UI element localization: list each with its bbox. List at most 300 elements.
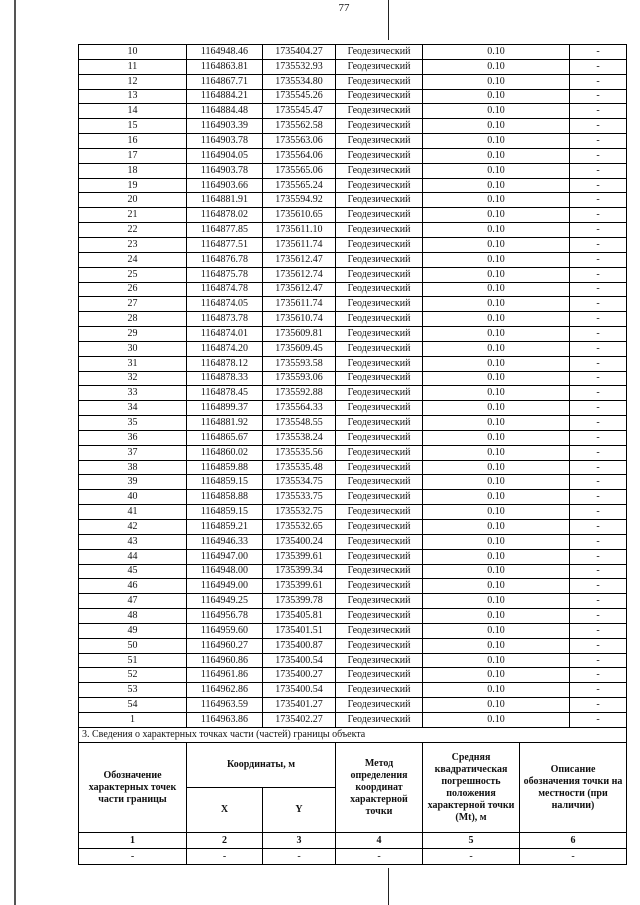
accuracy-cell: 0.10 bbox=[423, 178, 570, 193]
point-number-cell: 31 bbox=[79, 356, 187, 371]
description-cell: - bbox=[570, 356, 627, 371]
accuracy-cell: 0.10 bbox=[423, 45, 570, 60]
accuracy-cell: 0.10 bbox=[423, 416, 570, 431]
accuracy-cell: 0.10 bbox=[423, 371, 570, 386]
table-row bbox=[79, 45, 627, 60]
accuracy-cell: 0.10 bbox=[423, 430, 570, 445]
y-coordinate-cell: 1735563.06 bbox=[263, 134, 336, 149]
x-coordinate-cell: 1164960.86 bbox=[187, 653, 263, 668]
accuracy-cell: 0.10 bbox=[423, 505, 570, 520]
x-coordinate-cell: 1164865.67 bbox=[187, 430, 263, 445]
point-number-cell: 12 bbox=[79, 74, 187, 89]
point-number-cell: 42 bbox=[79, 520, 187, 535]
accuracy-cell: 0.10 bbox=[423, 609, 570, 624]
accuracy-cell: 0.10 bbox=[423, 252, 570, 267]
table-row bbox=[79, 416, 627, 431]
table-row bbox=[79, 401, 627, 416]
method-cell: Геодезический bbox=[336, 416, 423, 431]
x-coordinate-cell: 1164875.78 bbox=[187, 267, 263, 282]
y-coordinate-cell: 1735594.92 bbox=[263, 193, 336, 208]
y-coordinate-cell: 1735399.78 bbox=[263, 594, 336, 609]
y-coordinate-cell: 1735612.47 bbox=[263, 252, 336, 267]
table-row bbox=[79, 312, 627, 327]
description-cell: - bbox=[570, 609, 627, 624]
point-number-cell: 1 bbox=[79, 712, 187, 727]
description-cell: - bbox=[570, 386, 627, 401]
x-coordinate-cell: 1164946.33 bbox=[187, 534, 263, 549]
method-cell: Геодезический bbox=[336, 104, 423, 119]
x-coordinate-cell: 1164859.15 bbox=[187, 475, 263, 490]
method-cell: Геодезический bbox=[336, 371, 423, 386]
description-cell: - bbox=[570, 45, 627, 60]
point-number-cell: 49 bbox=[79, 623, 187, 638]
method-cell: Геодезический bbox=[336, 282, 423, 297]
point-number-cell: 19 bbox=[79, 178, 187, 193]
coordinates-table bbox=[78, 44, 627, 728]
method-cell: Геодезический bbox=[336, 148, 423, 163]
x-coordinate-cell: 1164878.02 bbox=[187, 208, 263, 223]
y-coordinate-cell: 1735535.56 bbox=[263, 445, 336, 460]
point-number-cell: 47 bbox=[79, 594, 187, 609]
y-coordinate-cell: 1735612.74 bbox=[263, 267, 336, 282]
description-cell: - bbox=[570, 534, 627, 549]
description-cell: - bbox=[570, 252, 627, 267]
table-row bbox=[79, 445, 627, 460]
accuracy-cell: 0.10 bbox=[423, 445, 570, 460]
x-coordinate-cell: 1164960.27 bbox=[187, 638, 263, 653]
x-coordinate-cell: 1164878.12 bbox=[187, 356, 263, 371]
method-cell: Геодезический bbox=[336, 594, 423, 609]
table-row bbox=[79, 341, 627, 356]
point-number-cell: 13 bbox=[79, 89, 187, 104]
point-number-cell: 37 bbox=[79, 445, 187, 460]
description-cell: - bbox=[570, 74, 627, 89]
x-coordinate-cell: 1164863.81 bbox=[187, 59, 263, 74]
point-number-cell: 34 bbox=[79, 401, 187, 416]
y-coordinate-cell: 1735400.24 bbox=[263, 534, 336, 549]
table-row bbox=[79, 252, 627, 267]
accuracy-cell: 0.10 bbox=[423, 579, 570, 594]
header-accuracy: Средняя квадратическая погрешность положения характерной точки (Mt), м bbox=[423, 743, 520, 833]
point-number-cell: 16 bbox=[79, 134, 187, 149]
accuracy-cell: 0.10 bbox=[423, 386, 570, 401]
method-cell: Геодезический bbox=[336, 208, 423, 223]
x-coordinate-cell: 1164961.86 bbox=[187, 668, 263, 683]
x-coordinate-cell: 1164878.45 bbox=[187, 386, 263, 401]
accuracy-cell: 0.10 bbox=[423, 193, 570, 208]
y-coordinate-cell: 1735404.27 bbox=[263, 45, 336, 60]
method-cell: Геодезический bbox=[336, 386, 423, 401]
description-cell: - bbox=[570, 579, 627, 594]
method-cell: Геодезический bbox=[336, 89, 423, 104]
point-number-cell: 33 bbox=[79, 386, 187, 401]
point-number-cell: 39 bbox=[79, 475, 187, 490]
x-coordinate-cell: 1164903.78 bbox=[187, 134, 263, 149]
accuracy-cell: 0.10 bbox=[423, 698, 570, 713]
point-number-cell: 45 bbox=[79, 564, 187, 579]
accuracy-cell: 0.10 bbox=[423, 341, 570, 356]
point-number-cell: 35 bbox=[79, 416, 187, 431]
y-coordinate-cell: 1735612.47 bbox=[263, 282, 336, 297]
table-row bbox=[79, 683, 627, 698]
point-number-cell: 43 bbox=[79, 534, 187, 549]
point-number-cell: 26 bbox=[79, 282, 187, 297]
accuracy-cell: 0.10 bbox=[423, 327, 570, 342]
point-number-cell: 51 bbox=[79, 653, 187, 668]
description-cell: - bbox=[570, 267, 627, 282]
description-cell: - bbox=[570, 594, 627, 609]
column-number: 6 bbox=[520, 833, 627, 849]
description-cell: - bbox=[570, 237, 627, 252]
y-coordinate-cell: 1735532.65 bbox=[263, 520, 336, 535]
description-cell: - bbox=[570, 698, 627, 713]
description-cell: - bbox=[570, 623, 627, 638]
method-cell: Геодезический bbox=[336, 252, 423, 267]
accuracy-cell: 0.10 bbox=[423, 223, 570, 238]
x-coordinate-cell: 1164867.71 bbox=[187, 74, 263, 89]
x-coordinate-cell: 1164903.66 bbox=[187, 178, 263, 193]
method-cell: Геодезический bbox=[336, 653, 423, 668]
table-row bbox=[79, 460, 627, 475]
point-number-cell: 52 bbox=[79, 668, 187, 683]
y-coordinate-cell: 1735532.75 bbox=[263, 505, 336, 520]
x-coordinate-cell: 1164963.59 bbox=[187, 698, 263, 713]
y-coordinate-cell: 1735610.65 bbox=[263, 208, 336, 223]
point-number-cell: 25 bbox=[79, 267, 187, 282]
point-number-cell: 32 bbox=[79, 371, 187, 386]
accuracy-cell: 0.10 bbox=[423, 564, 570, 579]
header-coordinates: Координаты, м bbox=[187, 743, 336, 788]
accuracy-cell: 0.10 bbox=[423, 356, 570, 371]
y-coordinate-cell: 1735545.47 bbox=[263, 104, 336, 119]
y-coordinate-cell: 1735611.74 bbox=[263, 297, 336, 312]
table-row bbox=[79, 74, 627, 89]
table-row bbox=[79, 163, 627, 178]
point-number-cell: 11 bbox=[79, 59, 187, 74]
x-coordinate-cell: 1164874.20 bbox=[187, 341, 263, 356]
description-cell: - bbox=[570, 134, 627, 149]
accuracy-cell: 0.10 bbox=[423, 163, 570, 178]
description-cell: - bbox=[570, 148, 627, 163]
point-number-cell: 48 bbox=[79, 609, 187, 624]
description-cell: - bbox=[570, 59, 627, 74]
header-x: X bbox=[187, 788, 263, 833]
column-number: 4 bbox=[336, 833, 423, 849]
header-y: Y bbox=[263, 788, 336, 833]
x-coordinate-cell: 1164947.00 bbox=[187, 549, 263, 564]
section3-value-row bbox=[79, 849, 627, 865]
accuracy-cell: 0.10 bbox=[423, 594, 570, 609]
coordinates-table-body bbox=[79, 45, 627, 728]
table-row bbox=[79, 356, 627, 371]
method-cell: Геодезический bbox=[336, 549, 423, 564]
description-cell: - bbox=[570, 371, 627, 386]
scan-artifact-line bbox=[388, 0, 389, 40]
description-cell: - bbox=[570, 178, 627, 193]
point-number-cell: 17 bbox=[79, 148, 187, 163]
accuracy-cell: 0.10 bbox=[423, 638, 570, 653]
header-point-designation: Обозначение характерных точек части границы bbox=[79, 743, 187, 833]
table-row bbox=[79, 223, 627, 238]
table-row bbox=[79, 89, 627, 104]
point-number-cell: 22 bbox=[79, 223, 187, 238]
column-number: 1 bbox=[79, 833, 187, 849]
method-cell: Геодезический bbox=[336, 638, 423, 653]
table-row bbox=[79, 134, 627, 149]
x-coordinate-cell: 1164884.48 bbox=[187, 104, 263, 119]
method-cell: Геодезический bbox=[336, 445, 423, 460]
column-number: 3 bbox=[263, 833, 336, 849]
point-number-cell: 44 bbox=[79, 549, 187, 564]
column-number-row bbox=[79, 833, 627, 849]
point-number-cell: 24 bbox=[79, 252, 187, 267]
header-description: Описание обозначения точки на местности (при наличии) bbox=[520, 743, 627, 833]
x-coordinate-cell: 1164876.78 bbox=[187, 252, 263, 267]
description-cell: - bbox=[570, 712, 627, 727]
y-coordinate-cell: 1735611.10 bbox=[263, 223, 336, 238]
column-number: 5 bbox=[423, 833, 520, 849]
point-number-cell: 23 bbox=[79, 237, 187, 252]
y-coordinate-cell: 1735400.87 bbox=[263, 638, 336, 653]
y-coordinate-cell: 1735593.06 bbox=[263, 371, 336, 386]
x-coordinate-cell: 1164874.05 bbox=[187, 297, 263, 312]
point-number-cell: 20 bbox=[79, 193, 187, 208]
value-cell: - bbox=[187, 849, 263, 865]
value-cell: - bbox=[263, 849, 336, 865]
y-coordinate-cell: 1735545.26 bbox=[263, 89, 336, 104]
x-coordinate-cell: 1164878.33 bbox=[187, 371, 263, 386]
accuracy-cell: 0.10 bbox=[423, 119, 570, 134]
accuracy-cell: 0.10 bbox=[423, 712, 570, 727]
y-coordinate-cell: 1735400.54 bbox=[263, 683, 336, 698]
method-cell: Геодезический bbox=[336, 505, 423, 520]
table-row bbox=[79, 579, 627, 594]
table-row bbox=[79, 267, 627, 282]
x-coordinate-cell: 1164956.78 bbox=[187, 609, 263, 624]
table-row bbox=[79, 698, 627, 713]
x-coordinate-cell: 1164859.21 bbox=[187, 520, 263, 535]
x-coordinate-cell: 1164877.85 bbox=[187, 223, 263, 238]
y-coordinate-cell: 1735400.27 bbox=[263, 668, 336, 683]
description-cell: - bbox=[570, 549, 627, 564]
accuracy-cell: 0.10 bbox=[423, 148, 570, 163]
x-coordinate-cell: 1164903.78 bbox=[187, 163, 263, 178]
accuracy-cell: 0.10 bbox=[423, 623, 570, 638]
y-coordinate-cell: 1735565.24 bbox=[263, 178, 336, 193]
description-cell: - bbox=[570, 104, 627, 119]
y-coordinate-cell: 1735564.06 bbox=[263, 148, 336, 163]
x-coordinate-cell: 1164874.01 bbox=[187, 327, 263, 342]
method-cell: Геодезический bbox=[336, 490, 423, 505]
accuracy-cell: 0.10 bbox=[423, 312, 570, 327]
method-cell: Геодезический bbox=[336, 59, 423, 74]
method-cell: Геодезический bbox=[336, 475, 423, 490]
accuracy-cell: 0.10 bbox=[423, 89, 570, 104]
x-coordinate-cell: 1164962.86 bbox=[187, 683, 263, 698]
method-cell: Геодезический bbox=[336, 712, 423, 727]
description-cell: - bbox=[570, 638, 627, 653]
description-cell: - bbox=[570, 683, 627, 698]
description-cell: - bbox=[570, 297, 627, 312]
accuracy-cell: 0.10 bbox=[423, 460, 570, 475]
x-coordinate-cell: 1164877.51 bbox=[187, 237, 263, 252]
table-row bbox=[79, 609, 627, 624]
y-coordinate-cell: 1735532.93 bbox=[263, 59, 336, 74]
accuracy-cell: 0.10 bbox=[423, 59, 570, 74]
section3-table bbox=[78, 727, 627, 865]
description-cell: - bbox=[570, 445, 627, 460]
y-coordinate-cell: 1735401.27 bbox=[263, 698, 336, 713]
table-row bbox=[79, 505, 627, 520]
description-cell: - bbox=[570, 89, 627, 104]
method-cell: Геодезический bbox=[336, 668, 423, 683]
value-cell: - bbox=[336, 849, 423, 865]
description-cell: - bbox=[570, 327, 627, 342]
x-coordinate-cell: 1164859.15 bbox=[187, 505, 263, 520]
table-row bbox=[79, 297, 627, 312]
table-row bbox=[79, 59, 627, 74]
section3-title: 3. Сведения о характерных точках части (частей) границы объекта bbox=[79, 728, 627, 743]
accuracy-cell: 0.10 bbox=[423, 534, 570, 549]
x-coordinate-cell: 1164949.25 bbox=[187, 594, 263, 609]
description-cell: - bbox=[570, 475, 627, 490]
point-number-cell: 27 bbox=[79, 297, 187, 312]
table-row bbox=[79, 564, 627, 579]
y-coordinate-cell: 1735399.61 bbox=[263, 579, 336, 594]
accuracy-cell: 0.10 bbox=[423, 475, 570, 490]
table-row bbox=[79, 534, 627, 549]
y-coordinate-cell: 1735593.58 bbox=[263, 356, 336, 371]
y-coordinate-cell: 1735538.24 bbox=[263, 430, 336, 445]
method-cell: Геодезический bbox=[336, 178, 423, 193]
description-cell: - bbox=[570, 460, 627, 475]
accuracy-cell: 0.10 bbox=[423, 297, 570, 312]
method-cell: Геодезический bbox=[336, 341, 423, 356]
y-coordinate-cell: 1735562.58 bbox=[263, 119, 336, 134]
accuracy-cell: 0.10 bbox=[423, 668, 570, 683]
x-coordinate-cell: 1164860.02 bbox=[187, 445, 263, 460]
table-row bbox=[79, 282, 627, 297]
point-number-cell: 14 bbox=[79, 104, 187, 119]
method-cell: Геодезический bbox=[336, 237, 423, 252]
table-row bbox=[79, 148, 627, 163]
point-number-cell: 41 bbox=[79, 505, 187, 520]
description-cell: - bbox=[570, 163, 627, 178]
description-cell: - bbox=[570, 119, 627, 134]
x-coordinate-cell: 1164884.21 bbox=[187, 89, 263, 104]
accuracy-cell: 0.10 bbox=[423, 282, 570, 297]
accuracy-cell: 0.10 bbox=[423, 267, 570, 282]
method-cell: Геодезический bbox=[336, 193, 423, 208]
value-cell: - bbox=[423, 849, 520, 865]
accuracy-cell: 0.10 bbox=[423, 490, 570, 505]
accuracy-cell: 0.10 bbox=[423, 74, 570, 89]
description-cell: - bbox=[570, 282, 627, 297]
table-row bbox=[79, 371, 627, 386]
y-coordinate-cell: 1735609.45 bbox=[263, 341, 336, 356]
point-number-cell: 40 bbox=[79, 490, 187, 505]
method-cell: Геодезический bbox=[336, 267, 423, 282]
table-row bbox=[79, 490, 627, 505]
table-row bbox=[79, 653, 627, 668]
table-row bbox=[79, 327, 627, 342]
accuracy-cell: 0.10 bbox=[423, 208, 570, 223]
x-coordinate-cell: 1164899.37 bbox=[187, 401, 263, 416]
y-coordinate-cell: 1735399.61 bbox=[263, 549, 336, 564]
x-coordinate-cell: 1164903.39 bbox=[187, 119, 263, 134]
description-cell: - bbox=[570, 430, 627, 445]
point-number-cell: 29 bbox=[79, 327, 187, 342]
y-coordinate-cell: 1735611.74 bbox=[263, 237, 336, 252]
accuracy-cell: 0.10 bbox=[423, 549, 570, 564]
accuracy-cell: 0.10 bbox=[423, 237, 570, 252]
table-row bbox=[79, 638, 627, 653]
accuracy-cell: 0.10 bbox=[423, 683, 570, 698]
point-number-cell: 46 bbox=[79, 579, 187, 594]
column-number: 2 bbox=[187, 833, 263, 849]
x-coordinate-cell: 1164949.00 bbox=[187, 579, 263, 594]
x-coordinate-cell: 1164959.60 bbox=[187, 623, 263, 638]
y-coordinate-cell: 1735609.81 bbox=[263, 327, 336, 342]
point-number-cell: 38 bbox=[79, 460, 187, 475]
method-cell: Геодезический bbox=[336, 74, 423, 89]
table-row bbox=[79, 712, 627, 727]
table-row bbox=[79, 386, 627, 401]
table-row bbox=[79, 594, 627, 609]
y-coordinate-cell: 1735534.75 bbox=[263, 475, 336, 490]
header-method: Метод определения координат характерной точки bbox=[336, 743, 423, 833]
x-coordinate-cell: 1164858.88 bbox=[187, 490, 263, 505]
y-coordinate-cell: 1735610.74 bbox=[263, 312, 336, 327]
y-coordinate-cell: 1735534.80 bbox=[263, 74, 336, 89]
method-cell: Геодезический bbox=[336, 327, 423, 342]
method-cell: Геодезический bbox=[336, 698, 423, 713]
point-number-cell: 21 bbox=[79, 208, 187, 223]
point-number-cell: 54 bbox=[79, 698, 187, 713]
y-coordinate-cell: 1735400.54 bbox=[263, 653, 336, 668]
y-coordinate-cell: 1735535.48 bbox=[263, 460, 336, 475]
point-number-cell: 53 bbox=[79, 683, 187, 698]
point-number-cell: 28 bbox=[79, 312, 187, 327]
x-coordinate-cell: 1164948.00 bbox=[187, 564, 263, 579]
value-cell: - bbox=[79, 849, 187, 865]
description-cell: - bbox=[570, 520, 627, 535]
y-coordinate-cell: 1735533.75 bbox=[263, 490, 336, 505]
method-cell: Геодезический bbox=[336, 163, 423, 178]
method-cell: Геодезический bbox=[336, 312, 423, 327]
method-cell: Геодезический bbox=[336, 609, 423, 624]
y-coordinate-cell: 1735565.06 bbox=[263, 163, 336, 178]
description-cell: - bbox=[570, 341, 627, 356]
method-cell: Геодезический bbox=[336, 534, 423, 549]
point-number-cell: 15 bbox=[79, 119, 187, 134]
x-coordinate-cell: 1164881.92 bbox=[187, 416, 263, 431]
y-coordinate-cell: 1735592.88 bbox=[263, 386, 336, 401]
table-row bbox=[79, 208, 627, 223]
description-cell: - bbox=[570, 312, 627, 327]
description-cell: - bbox=[570, 208, 627, 223]
point-number-cell: 10 bbox=[79, 45, 187, 60]
x-coordinate-cell: 1164873.78 bbox=[187, 312, 263, 327]
description-cell: - bbox=[570, 401, 627, 416]
x-coordinate-cell: 1164881.91 bbox=[187, 193, 263, 208]
point-number-cell: 50 bbox=[79, 638, 187, 653]
description-cell: - bbox=[570, 505, 627, 520]
table-row bbox=[79, 178, 627, 193]
point-number-cell: 36 bbox=[79, 430, 187, 445]
method-cell: Геодезический bbox=[336, 430, 423, 445]
method-cell: Геодезический bbox=[336, 520, 423, 535]
